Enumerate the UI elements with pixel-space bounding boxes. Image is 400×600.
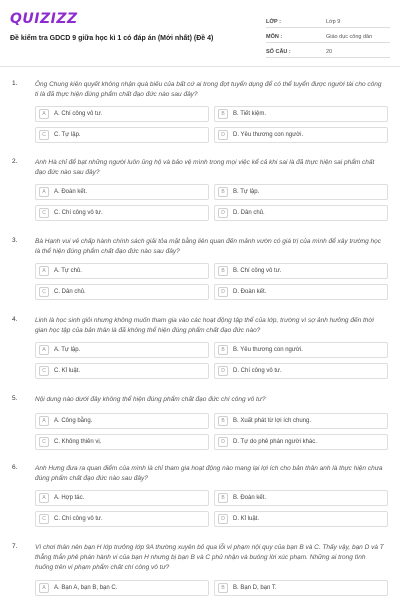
quizizz-logo[interactable]: QUIZIZZ xyxy=(10,11,78,27)
option-letter: B xyxy=(218,187,228,197)
option-d[interactable] xyxy=(214,363,388,379)
option-text: C. Tự lập. xyxy=(54,132,81,138)
meta-value: Lớp 9 xyxy=(326,19,341,25)
option-c[interactable] xyxy=(35,284,209,300)
question-text: Vì chơi thân nên bạn H lớp trưởng lớp 9A thường xuyên bỏ qua lỗi vi phạm nội quy của bạn B và C. Thấy vậy, bạn D và T thẳng thắn phê phán hành vi của bạn H nhưng bị bạn B và C phủ nhận và buông lời xúc phạm. Những ai trong tình huống trên vi phạm phẩm chất chí công vô tư? xyxy=(35,544,384,571)
option-text: D. Chí công vô tư. xyxy=(233,368,282,374)
option-text: A. Chí công vô tư. xyxy=(54,111,103,117)
option-d[interactable] xyxy=(214,434,388,450)
option-a[interactable] xyxy=(35,106,209,122)
option-text: D. Dân chủ. xyxy=(233,210,265,216)
question-number: 3. xyxy=(12,237,18,244)
option-c[interactable] xyxy=(35,363,209,379)
option-letter: A xyxy=(39,416,49,426)
meta-value: 20 xyxy=(326,49,333,55)
option-c[interactable] xyxy=(35,205,209,221)
option-text: D. Yêu thương con người. xyxy=(233,132,304,138)
option-letter: B xyxy=(218,583,228,593)
meta-value: Giáo dục công dân xyxy=(326,34,373,40)
option-letter: C xyxy=(39,287,49,297)
option-b[interactable] xyxy=(214,106,388,122)
option-d[interactable] xyxy=(214,284,388,300)
question-text: Linh là học sinh giỏi nhưng không muốn tham gia vào các hoạt động tập thể của lớp, trường vì sợ ảnh hưởng đến thời gian học tập của bản thân là đã không thể hiện đúng phẩm chất đạo đức nào? xyxy=(35,317,374,334)
header-divider xyxy=(0,66,400,67)
option-letter: A xyxy=(39,187,49,197)
question-number: 7. xyxy=(12,543,18,550)
option-letter: D xyxy=(218,366,228,376)
option-c[interactable] xyxy=(35,434,209,450)
option-a[interactable] xyxy=(35,580,209,596)
option-b[interactable] xyxy=(214,580,388,596)
option-text: C. Chí công vô tư. xyxy=(54,516,103,522)
meta-panel xyxy=(266,13,390,58)
option-letter: D xyxy=(218,208,228,218)
header xyxy=(0,0,400,66)
option-d[interactable] xyxy=(214,127,388,143)
option-d[interactable] xyxy=(214,205,388,221)
option-text: D. Đoàn kết. xyxy=(233,289,267,295)
meta-row-count xyxy=(266,43,390,58)
option-letter: A xyxy=(39,266,49,276)
question-number: 6. xyxy=(12,464,18,471)
option-letter: A xyxy=(39,345,49,355)
option-letter: A xyxy=(39,493,49,503)
option-letter: C xyxy=(39,130,49,140)
option-text: A. Hợp tác. xyxy=(54,495,85,501)
option-b[interactable] xyxy=(214,413,388,429)
option-a[interactable] xyxy=(35,413,209,429)
option-a[interactable] xyxy=(35,490,209,506)
option-b[interactable] xyxy=(214,263,388,279)
option-b[interactable] xyxy=(214,490,388,506)
option-text: A. Tự lập. xyxy=(54,347,81,353)
meta-label: SỐ CÂU : xyxy=(266,49,291,55)
option-letter: B xyxy=(218,345,228,355)
option-letter: B xyxy=(218,416,228,426)
option-text: B. Bạn D, bạn T. xyxy=(233,585,277,591)
option-text: C. Dân chủ. xyxy=(54,289,86,295)
question-text: Ông Chung kiên quyết không nhận quà biếu của bất cứ ai trong đợt tuyển dụng để có thể tuyển được người tài cho công ti là đã thực hiện đúng phẩm chất đạo đức nào sau đây? xyxy=(35,81,382,98)
option-letter: C xyxy=(39,366,49,376)
question-number: 2. xyxy=(12,158,18,165)
option-letter: C xyxy=(39,514,49,524)
question-text: Anh Hà chỉ để bạt những người luôn ủng hộ và bảo vệ mình trong mọi việc kể cả khi sai là đã thực hiện sai phẩm chất đạo đức nào sau đây? xyxy=(35,159,375,176)
option-text: B. Tự lập. xyxy=(233,189,260,195)
question-text: Anh Hưng đưa ra quan điểm của mình là chỉ tham gia hoạt động nào mang lại lợi ích cho bản thân anh là thực hiện chưa đúng phẩm chất đạo đức nào sau đây? xyxy=(35,465,383,482)
meta-label: MÔN : xyxy=(266,34,283,40)
option-text: B. Chí công vô tư. xyxy=(233,268,282,274)
option-d[interactable] xyxy=(214,511,388,527)
option-b[interactable] xyxy=(214,342,388,358)
option-text: B. Yêu thương con người. xyxy=(233,347,303,353)
option-a[interactable] xyxy=(35,184,209,200)
meta-label: LỚP : xyxy=(266,19,281,25)
option-letter: A xyxy=(39,109,49,119)
option-text: A. Công bằng. xyxy=(54,418,93,424)
option-a[interactable] xyxy=(35,342,209,358)
meta-row-subject xyxy=(266,28,390,43)
question-number: 1. xyxy=(12,80,18,87)
option-text: B. Tiết kiệm. xyxy=(233,111,267,117)
option-letter: D xyxy=(218,514,228,524)
option-letter: B xyxy=(218,493,228,503)
option-letter: D xyxy=(218,287,228,297)
question-number: 5. xyxy=(12,395,18,402)
option-text: D. Kỉ luật. xyxy=(233,516,260,522)
option-text: D. Tự do phê phán người khác. xyxy=(233,439,317,445)
option-c[interactable] xyxy=(35,127,209,143)
option-letter: B xyxy=(218,109,228,119)
question-text: Bà Hạnh vui vẻ chấp hành chính sách giải tỏa mặt bằng liên quan đến mảnh vườn có giá trị của mình để xây trường học là thể hiện đúng phẩm chất đạo đức nào sau đây? xyxy=(35,238,382,255)
option-text: C. Không thiên vị. xyxy=(54,439,102,445)
option-text: B. Xuất phát từ lợi ích chung. xyxy=(233,418,311,424)
option-text: C. Chí công vô tư. xyxy=(54,210,103,216)
question-text: Nội dung nào dưới đây không thể hiện đúng phẩm chất đạo đức chí công vô tư? xyxy=(35,396,266,403)
option-c[interactable] xyxy=(35,511,209,527)
document-title: Đề kiểm tra GDCD 9 giữa học kì 1 có đáp án (Mới nhất) (Đề 4) xyxy=(10,35,214,42)
option-letter: C xyxy=(39,437,49,447)
option-text: A. Đoàn kết. xyxy=(54,189,88,195)
option-letter: D xyxy=(218,437,228,447)
option-text: A. Tự chủ. xyxy=(54,268,82,274)
option-a[interactable] xyxy=(35,263,209,279)
option-letter: D xyxy=(218,130,228,140)
meta-row-class xyxy=(266,13,390,28)
option-text: B. Đoàn kết. xyxy=(233,495,267,501)
option-letter: B xyxy=(218,266,228,276)
question-number: 4. xyxy=(12,316,18,323)
option-text: A. Bạn A, bạn B, bạn C. xyxy=(54,585,118,591)
option-letter: A xyxy=(39,583,49,593)
option-b[interactable] xyxy=(214,184,388,200)
option-letter: C xyxy=(39,208,49,218)
option-text: C. Kỉ luật. xyxy=(54,368,81,374)
